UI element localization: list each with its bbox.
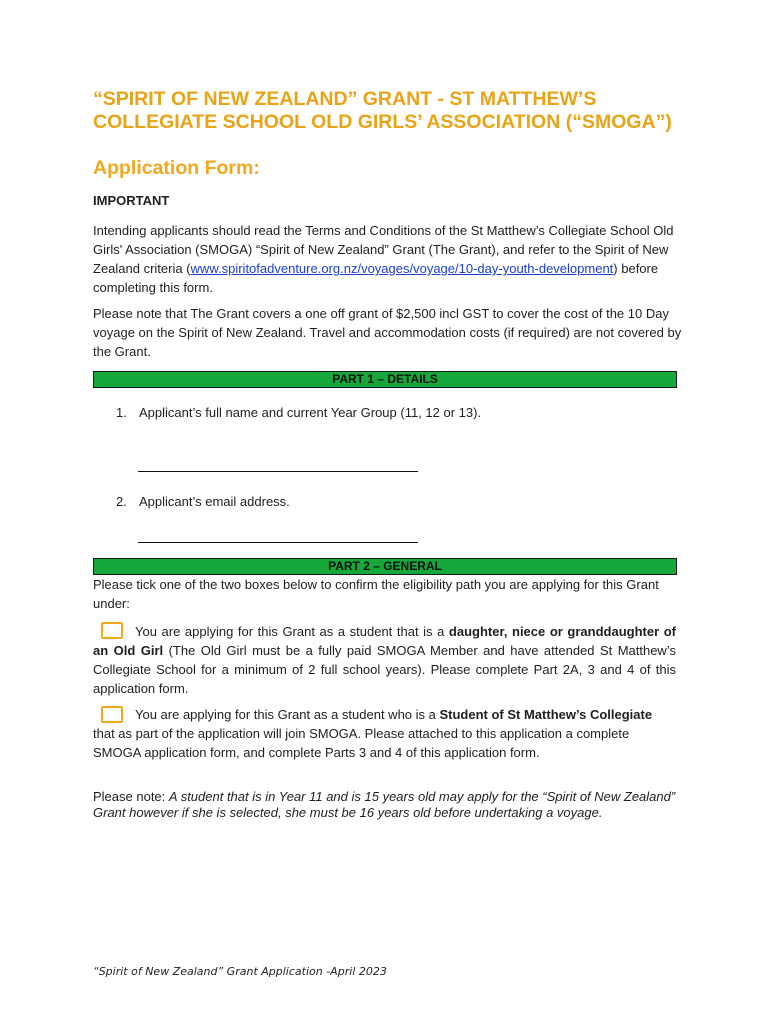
option1-rest: (The Old Girl must be a fully paid SMOGA Member and have attended St Matthew’s Collegiate School for a minimum of 2 full school years). Please complete Part 2A, 3 and 4 of this application form. xyxy=(93,643,676,696)
option1-lead: You are applying for this Grant as a student that is a xyxy=(135,624,449,639)
part1-heading-bar: PART 1 – DETAILS xyxy=(93,371,677,388)
option2-bold: Student of St Matthew’s Collegiate xyxy=(439,707,653,722)
part2-instruction: Please tick one of the two boxes below to confirm the eligibility path you are applying for this Grant under: xyxy=(93,577,659,611)
note-label: Please note: xyxy=(93,789,169,804)
option2-lead: You are applying for this Grant as a student who is a xyxy=(135,707,440,722)
question-2-number: 2. xyxy=(116,494,127,509)
intro-text-before: Intending applicants should read the Terms and Conditions of the St Matthew’s Collegiate School Old Girls' Association (SMOGA) “Spirit of New Zealand” Grant (The Grant), and refer to the Spirit of New Zealand criteria ( xyxy=(93,223,674,276)
application-form-heading: Application Form: xyxy=(93,157,260,179)
option1-bold: daughter, niece or granddaughter of an Old Girl xyxy=(93,624,676,658)
option-student-text xyxy=(93,705,676,762)
note-text: A student that is in Year 11 and is 15 years old may apply for the “Spirit of New Zealand” Grant however if she is selected, she must be 16 years old before undertaking a voyage. xyxy=(93,789,676,820)
spirit-criteria-link[interactable]: www.spiritofadventure.org.nz/voyages/voyage/10-day-youth-development xyxy=(190,261,614,276)
important-heading: IMPORTANT xyxy=(93,193,170,208)
question-2-text: Applicant’s email address. xyxy=(139,494,290,509)
option2-rest: that as part of the application will join SMOGA. Please attached to this application a complete SMOGA application form, and complete Parts 3 and 4 of this application form. xyxy=(93,726,630,760)
page-footer: “Spirit of New Zealand” Grant Application -April 2023 xyxy=(93,965,387,978)
grant-cost-note: Please note that The Grant covers a one off grant of $2,500 incl GST to cover the cost of the 10 Day voyage on the Spirit of New Zealand. Travel and accommodation costs (if required) are not covered by the Grant. xyxy=(93,306,682,359)
option-relative-text xyxy=(93,622,676,698)
part2-heading-bar: PART 2 – GENERAL xyxy=(93,558,677,575)
email-answer-line[interactable] xyxy=(138,542,418,543)
question-1-number: 1. xyxy=(116,405,127,420)
intro-paragraph xyxy=(93,221,683,297)
applicant-name-answer-line[interactable] xyxy=(138,471,418,472)
intro-text-after: ) before completing this form. xyxy=(93,261,659,295)
document-title: “SPIRIT OF NEW ZEALAND” GRANT - ST MATTHEW’S COLLEGIATE SCHOOL OLD GIRLS’ ASSOCIATION (“SMOGA”) xyxy=(93,88,672,133)
question-1-text: Applicant’s full name and current Year Group (11, 12 or 13). xyxy=(139,405,482,420)
age-note xyxy=(93,789,678,821)
